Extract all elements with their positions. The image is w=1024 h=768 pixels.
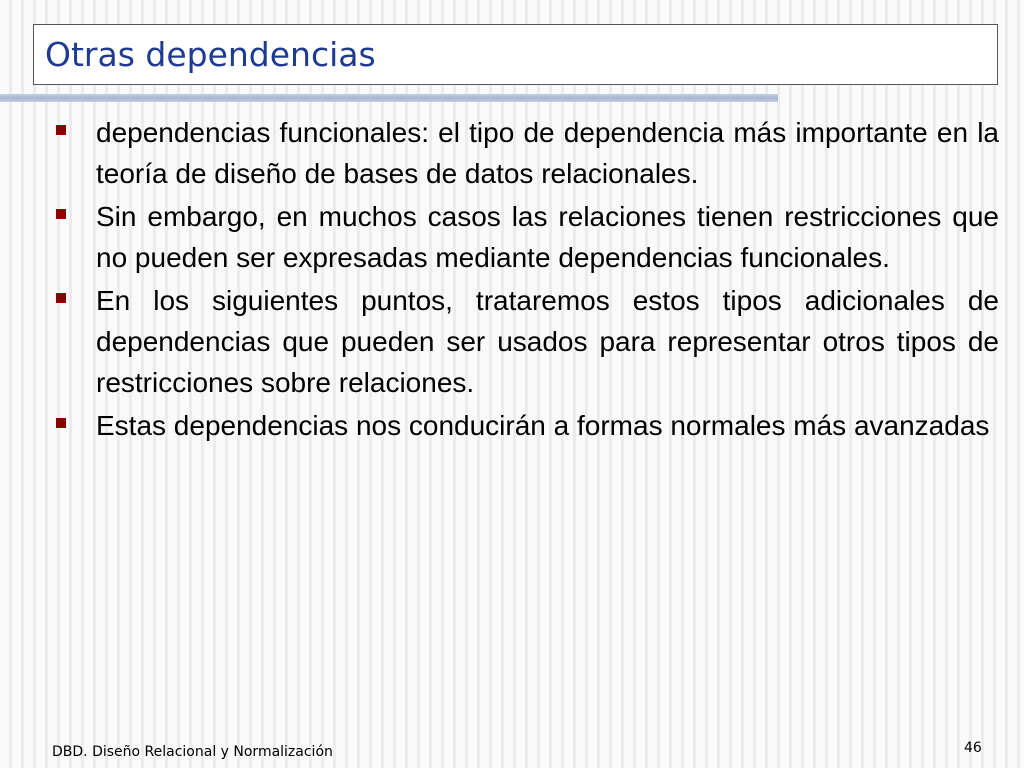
bullet-item [56,405,999,446]
bullet-list [56,112,999,448]
title-underline-bar [0,94,778,102]
bullet-item [56,280,999,403]
square-bullet-icon [56,418,66,428]
bullet-item [56,196,999,278]
bullet-item [56,112,999,194]
bullet-text: Sin embargo, en muchos casos las relaciones tienen restricciones que no pueden ser expresadas mediante dependencias funcionales. [96,201,999,273]
slide-title: Otras dependencias [45,35,376,74]
bullet-text: Estas dependencias nos conducirán a formas normales más avanzadas [96,410,990,441]
bullet-text: En los siguientes puntos, trataremos estos tipos adicionales de dependencias que pueden ser usados para representar otros tipos de restricciones sobre relaciones. [96,285,999,398]
square-bullet-icon [56,209,66,219]
footer-text: DBD. Diseño Relacional y Normalización [52,744,333,760]
bullet-text: dependencias funcionales: el tipo de dependencia más importante en la teoría de diseño de bases de datos relacionales. [96,117,999,189]
square-bullet-icon [56,125,66,135]
page-number: 46 [964,740,982,756]
slide-title-box [33,24,998,85]
square-bullet-icon [56,293,66,303]
